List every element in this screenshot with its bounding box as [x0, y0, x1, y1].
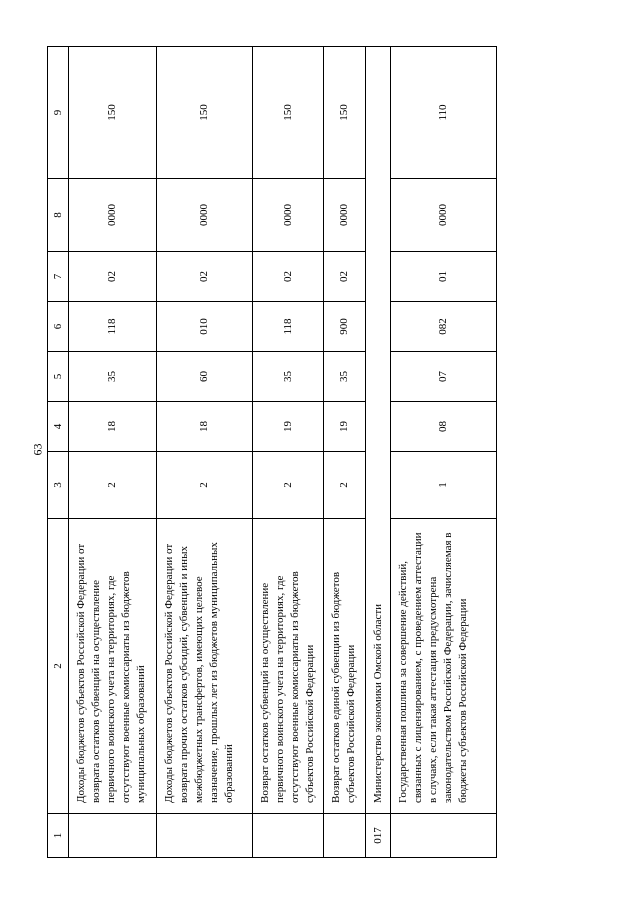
- description-cell: Возврат остатков субвенций на осуществление первичного воинского учета на территориях, где отсутствуют военные комиссариаты из бюджетов субъектов Российской Федерации: [253, 519, 324, 814]
- code-cell: 010: [157, 302, 253, 352]
- table-row: [391, 47, 497, 858]
- column-header-5: 5: [48, 352, 69, 402]
- ministry-row: [366, 47, 391, 858]
- code-cell: 01: [391, 252, 497, 302]
- code-cell: 150: [69, 47, 157, 179]
- code-cell: 08: [391, 402, 497, 452]
- admin-code-cell: [253, 814, 324, 858]
- code-cell: 02: [324, 252, 366, 302]
- admin-code-cell: [324, 814, 366, 858]
- code-cell: 18: [157, 402, 253, 452]
- column-header-9: 9: [48, 47, 69, 179]
- code-cell: 118: [69, 302, 157, 352]
- column-header-2: 2: [48, 519, 69, 814]
- admin-code-cell: [69, 814, 157, 858]
- code-cell: 19: [324, 402, 366, 452]
- code-cell: 150: [253, 47, 324, 179]
- code-cell: 2: [157, 452, 253, 519]
- code-cell: 082: [391, 302, 497, 352]
- code-cell: 07: [391, 352, 497, 402]
- code-cell: 0000: [157, 179, 253, 252]
- code-cell: 0000: [391, 179, 497, 252]
- revenue-codes-table: [47, 46, 497, 858]
- table-row: [324, 47, 366, 858]
- code-cell: 35: [253, 352, 324, 402]
- code-cell: 0000: [324, 179, 366, 252]
- code-cell: 18: [69, 402, 157, 452]
- code-cell: 0000: [253, 179, 324, 252]
- table-row: [253, 47, 324, 858]
- table-header-row: [48, 47, 69, 858]
- page-number: 63: [30, 443, 45, 456]
- column-header-1: 1: [48, 814, 69, 858]
- column-header-8: 8: [48, 179, 69, 252]
- admin-code-cell: [157, 814, 253, 858]
- column-header-3: 3: [48, 452, 69, 519]
- code-cell: 1: [391, 452, 497, 519]
- code-cell: 150: [157, 47, 253, 179]
- code-cell: 35: [69, 352, 157, 402]
- description-cell: Доходы бюджетов субъектов Российской Федерации от возврата остатков субвенций на осуществление первичного воинского учета на территориях, где отсутствуют военные комиссариаты из бюджетов муниципальных образований: [69, 519, 157, 814]
- code-cell: 900: [324, 302, 366, 352]
- column-header-7: 7: [48, 252, 69, 302]
- ministry-name-cell: Министерство экономики Омской области: [366, 47, 391, 814]
- admin-code-cell: [391, 814, 497, 858]
- code-cell: 02: [253, 252, 324, 302]
- code-cell: 02: [69, 252, 157, 302]
- description-cell: Возврат остатков единой субвенции из бюджетов субъектов Российской Федерации: [324, 519, 366, 814]
- table-row: [69, 47, 157, 858]
- column-header-6: 6: [48, 302, 69, 352]
- table-row: [157, 47, 253, 858]
- code-cell: 02: [157, 252, 253, 302]
- code-cell: 19: [253, 402, 324, 452]
- code-cell: 2: [253, 452, 324, 519]
- code-cell: 0000: [69, 179, 157, 252]
- code-cell: 60: [157, 352, 253, 402]
- code-cell: 118: [253, 302, 324, 352]
- rotated-table-wrapper: [47, 47, 497, 858]
- code-cell: 110: [391, 47, 497, 179]
- code-cell: 2: [69, 452, 157, 519]
- description-cell: Доходы бюджетов субъектов Российской Федерации от возврата прочих остатков субсидий, субвенций и иных межбюджетных трансфертов, имеющих целевое назначение, прошлых лет из бюджетов муниципальных образований: [157, 519, 253, 814]
- ministry-code-cell: 017: [366, 814, 391, 858]
- code-cell: 150: [324, 47, 366, 179]
- code-cell: 35: [324, 352, 366, 402]
- description-cell: Государственная пошлина за совершение действий, связанных с лицензированием, с проведением аттестации в случаях, если такая аттестация предусмотрена законодательством Российской Федерации, зачисляемая в бюджеты субъектов Российской Федерации: [391, 519, 497, 814]
- column-header-4: 4: [48, 402, 69, 452]
- code-cell: 2: [324, 452, 366, 519]
